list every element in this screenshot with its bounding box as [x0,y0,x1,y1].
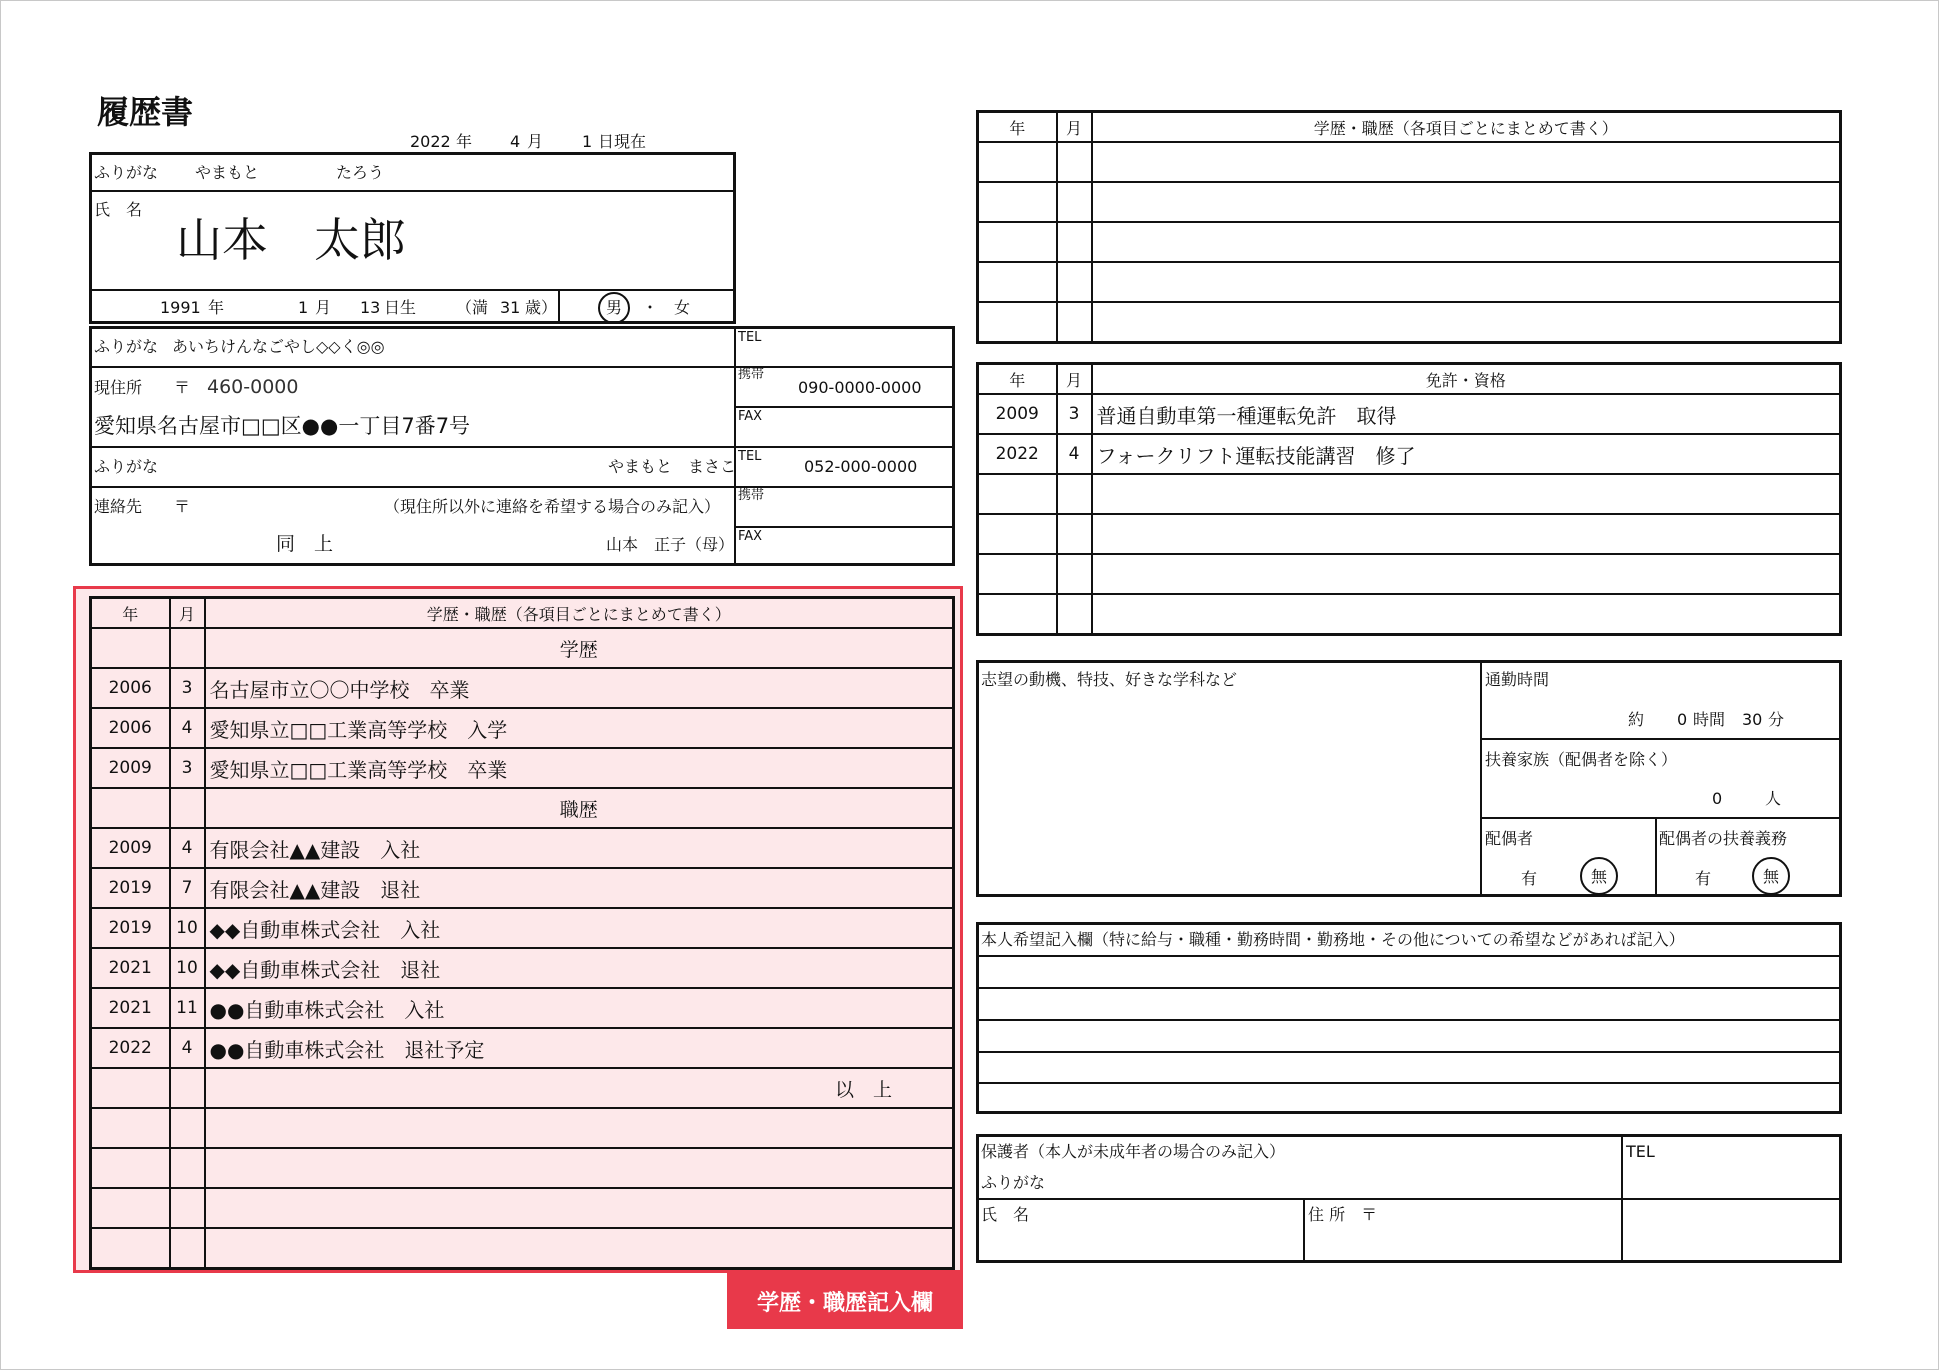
history-text: ●●自動車株式会社 入社 [205,988,954,1028]
mobile-label: 携帯 [738,367,765,382]
name-label: 氏 名 [94,200,143,219]
dependents-label: 扶養家族（配偶者を除く） [1485,750,1678,769]
gender-female[interactable]: 女 [674,298,691,317]
table-row [91,1188,954,1228]
divider [734,526,955,528]
address-furigana: あいちけんなごやし◇◇く◎◎ [172,337,385,356]
col-month: 月 [170,598,205,629]
age-value: 31 [500,298,521,317]
date-day-suffix: 日現在 [598,132,647,151]
birth-day-suffix: 日生 [384,298,417,317]
table-row [91,1108,954,1148]
motivation-label: 志望の動機、特技、好きな学科など [981,670,1238,689]
full-name: 山本 太郎 [176,213,406,267]
divider [976,1198,1842,1200]
gender-separator: ・ [642,298,659,317]
document-title: 履歴書 [97,93,194,131]
table-row [91,908,954,948]
history-month: 3 [170,668,205,708]
col-month: 月 [1057,364,1092,395]
table-row [978,262,1841,302]
spouse-support-label: 配偶者の扶養義務 [1659,829,1788,848]
col-content: 学歴・職歴（各項目ごとにまとめて書く） [1092,112,1841,143]
table-row [978,474,1841,514]
history-month: 10 [170,908,205,948]
table-row [978,514,1841,554]
col-year: 年 [91,598,170,629]
address-label: 現住所 [94,378,143,397]
commute-minutes: 30 [1742,710,1763,729]
history-text: ●●自動車株式会社 退社予定 [205,1028,954,1068]
contact-note: （現住所以外に連絡を希望する場合のみ記入） [384,497,721,516]
table-row [91,868,954,908]
address-value: 愛知県名古屋市□□区●●一丁目7番7号 [94,414,471,438]
divider [89,486,955,488]
spouse-label: 配偶者 [1485,829,1534,848]
license-text: フォークリフト運転技能講習 修了 [1092,434,1841,474]
contact-tel-value: 052-000-0000 [804,457,918,476]
gender-male[interactable]: 男 [606,298,623,317]
table-row [91,668,954,708]
table-row [91,1228,954,1269]
history-month: 10 [170,948,205,988]
history-year: 2022 [91,1028,170,1068]
table-row [91,788,954,828]
divider [976,1082,1842,1084]
divider [976,1051,1842,1053]
commute-hours: 0 [1677,710,1688,729]
table-row [91,748,954,788]
contact-name: 山本 正子（母） [606,535,735,554]
birth-month: 1 [298,298,309,317]
history-text: 有限会社▲▲建設 退社 [205,868,954,908]
guardian-label: 保護者（本人が未成年者の場合のみ記入） [981,1142,1286,1161]
commute-label: 通勤時間 [1485,670,1550,689]
contact-mobile-label: 携帯 [738,488,765,503]
birth-year: 1991 [160,298,201,317]
table-row [91,828,954,868]
license-month: 4 [1057,434,1092,474]
mobile-value: 090-0000-0000 [798,378,922,397]
table-row [91,948,954,988]
callout-label: 学歴・職歴記入欄 [727,1273,963,1329]
history-year: 2019 [91,868,170,908]
tel-label: TEL [738,330,762,345]
licenses-table [976,362,1842,636]
history-month: 11 [170,988,205,1028]
table-row [978,302,1841,343]
divider [1480,738,1842,740]
history-year: 2006 [91,668,170,708]
history-year: 2019 [91,908,170,948]
table-header-row [978,112,1841,143]
motivation-block [976,660,1842,897]
history-year: 2021 [91,948,170,988]
contact-postal-mark: 〒 [174,497,191,516]
birth-year-unit: 年 [208,298,225,317]
wishes-block [976,922,1842,1114]
table-row [91,1028,954,1068]
table-row [91,1068,954,1108]
spouse-no[interactable]: 無 [1591,867,1608,886]
license-text: 普通自動車第一種運転免許 取得 [1092,394,1841,434]
table-row [978,554,1841,594]
guardian-tel-label: TEL [1626,1142,1655,1161]
table-row [978,394,1841,434]
table-row [91,988,954,1028]
col-license: 免許・資格 [1092,364,1841,395]
history-month: 4 [170,828,205,868]
divider [558,289,560,324]
date-year: 2022 [410,132,451,151]
table-row [978,182,1841,222]
postal-code: 460-0000 [207,376,299,398]
address-furigana-label: ふりがな [94,337,159,356]
guardian-name-label: 氏 名 [981,1205,1030,1224]
section-education: 学歴 [205,628,954,668]
contact-label: 連絡先 [94,497,143,516]
divider [89,190,736,192]
contact-furigana: やまもと まさこ [608,457,737,476]
divider [89,289,736,291]
table-row [91,1148,954,1188]
commute-minutes-unit: 分 [1768,710,1785,729]
divider [976,987,1842,989]
history-month: 3 [170,748,205,788]
spouse-support-yes[interactable]: 有 [1695,869,1712,888]
section-work: 職歴 [205,788,954,828]
fax-label: FAX [738,409,763,424]
table-header-row [91,598,954,629]
contact-address: 同 上 [276,533,334,555]
date-month-unit: 月 [527,132,544,151]
age-close: 歳） [525,298,558,317]
guardian-address-label: 住 所 〒 [1308,1205,1378,1224]
contact-fax-label: FAX [738,529,763,544]
spouse-support-no[interactable]: 無 [1763,867,1780,886]
col-year: 年 [978,364,1057,395]
history-text: 愛知県立□□工業高等学校 卒業 [205,748,954,788]
guardian-furigana-label: ふりがな [981,1173,1046,1192]
divider [1655,817,1657,897]
history-text: 名古屋市立〇〇中学校 卒業 [205,668,954,708]
divider [89,446,955,448]
end-mark: 以 上 [205,1068,954,1108]
history-text: 有限会社▲▲建設 入社 [205,828,954,868]
history-month: 7 [170,868,205,908]
dependents-value: 0 [1712,789,1723,808]
table-row [978,222,1841,262]
contact-tel-label: TEL [738,449,762,464]
history-text: 愛知県立□□工業高等学校 入学 [205,708,954,748]
table-row [978,434,1841,474]
table-header-row [978,364,1841,395]
divider [1480,660,1482,897]
divider [1480,817,1842,819]
date-year-unit: 年 [456,132,473,151]
furigana-label: ふりがな [94,163,159,182]
birth-month-unit: 月 [315,298,332,317]
history-year: 2006 [91,708,170,748]
age-open: （満 [456,298,489,317]
history-year: 2009 [91,828,170,868]
postal-mark: 〒 [174,378,191,397]
license-year: 2022 [978,434,1057,474]
col-content: 学歴・職歴（各項目ごとにまとめて書く） [205,598,954,629]
date-day: 1 [582,132,593,151]
table-row [91,708,954,748]
history-year: 2009 [91,748,170,788]
history-year: 2021 [91,988,170,1028]
name-furigana-last: やまもと [195,163,260,182]
divider [1303,1198,1305,1263]
birth-day: 13 [360,298,381,317]
license-year: 2009 [978,394,1057,434]
col-month: 月 [1057,112,1092,143]
history-text: ◆◆自動車株式会社 退社 [205,948,954,988]
divider [734,406,955,408]
name-furigana-first: たろう [336,163,385,182]
divider [89,366,955,368]
table-row [91,628,954,668]
col-year: 年 [978,112,1057,143]
license-month: 3 [1057,394,1092,434]
divider [976,1019,1842,1021]
commute-hours-unit: 時間 [1693,710,1726,729]
divider [976,955,1842,957]
dependents-unit: 人 [1765,789,1782,808]
wishes-label: 本人希望記入欄（特に給与・職種・勤務時間・勤務地・その他についての希望などがあれば記入） [981,930,1685,949]
contact-furigana-label: ふりがな [94,457,159,476]
history-text: ◆◆自動車株式会社 入社 [205,908,954,948]
spouse-yes[interactable]: 有 [1521,869,1538,888]
table-row [978,142,1841,182]
commute-prefix: 約 [1628,710,1645,729]
date-month: 4 [510,132,521,151]
history-month: 4 [170,708,205,748]
history-continuation-table [976,110,1842,344]
table-row [978,594,1841,635]
history-table [89,596,955,1270]
history-month: 4 [170,1028,205,1068]
